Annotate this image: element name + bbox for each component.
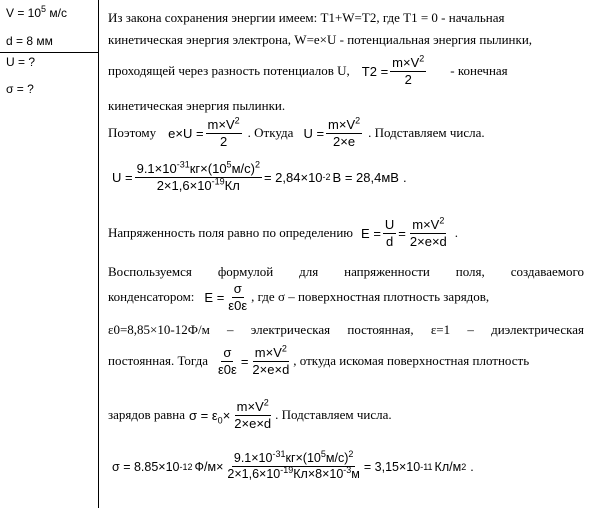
paragraph-field-definition xyxy=(108,215,459,249)
p3-end: . xyxy=(454,225,459,241)
p4-line2 xyxy=(108,282,584,312)
given-velocity xyxy=(6,6,67,20)
calc1-result-b: В = 28,4мВ xyxy=(332,169,399,185)
eq2-lhs: U = xyxy=(303,125,325,141)
p4-s-lhs xyxy=(189,407,231,426)
p4-t2-num-exp: 2 xyxy=(281,343,287,354)
t2-numerator xyxy=(390,53,426,72)
t2-num-exp: 2 xyxy=(419,53,425,64)
calc1-denominator xyxy=(155,178,242,193)
given-velocity-unit: м/с xyxy=(46,6,67,20)
calc2-den-b-exp: -3 xyxy=(343,464,352,475)
p3-f2-denominator: 2×e×d xyxy=(409,233,447,249)
p3-text: Напряженность поля равно по определению xyxy=(108,225,354,241)
p4-s-sub: 0 xyxy=(217,415,223,426)
eq2-fraction xyxy=(326,115,362,149)
eq1-numerator xyxy=(206,115,242,134)
p4-line5 xyxy=(108,397,392,431)
p3-f2-num-exp: 2 xyxy=(439,215,445,226)
calc1-den-b: Кл xyxy=(224,177,240,193)
t2-denominator: 2 xyxy=(404,71,412,87)
calc2-num-a-exp: -31 xyxy=(272,448,286,459)
p3-fraction-2 xyxy=(408,215,449,249)
calc2-num-c-exp: 2 xyxy=(348,448,354,459)
eq1-lhs: e×U = xyxy=(168,125,204,141)
paragraph-energy-conservation xyxy=(108,10,588,48)
p1-line4: кинетическая энергия пылинки. xyxy=(108,98,286,113)
p4-line4-lead: постоянная. Тогда xyxy=(108,353,208,369)
p4-s-fraction xyxy=(232,397,273,431)
p3-lhs: E = xyxy=(361,225,381,241)
calc1-result-a: = 2,84×10 xyxy=(263,169,323,185)
p4-line2-lead: конденсатором: xyxy=(108,289,195,305)
calc2-den-c: м xyxy=(351,467,360,482)
calc1-num-a: 9.1×10 xyxy=(136,161,177,176)
calc1-num-c-exp: 2 xyxy=(254,159,260,170)
p1-line3-text: проходящей через разность потенциалов U, xyxy=(108,63,350,79)
p4-s-lhs-text: σ = ε xyxy=(189,407,218,423)
calc1-fraction xyxy=(135,159,262,193)
p2-tail: . Подставляем числа. xyxy=(368,125,485,141)
divider-vertical xyxy=(98,0,99,508)
p4-s-num-text: m×V xyxy=(236,399,264,414)
calc1-end: . xyxy=(402,169,407,185)
calc2-num-b: кг×(10 xyxy=(285,451,321,465)
p4-line5-lead: зарядов равна xyxy=(108,407,186,423)
p4-e-fraction xyxy=(226,282,249,312)
paragraph-therefore xyxy=(108,115,485,149)
p3-f1-numerator: U xyxy=(384,217,395,232)
p2-mid: . Откуда xyxy=(247,125,294,141)
calc1-den-a-exp: -19 xyxy=(211,176,225,187)
unknown-voltage: U = ? xyxy=(6,55,36,69)
p4-t2-numerator xyxy=(253,343,289,362)
calc2-num-a: 9.1×10 xyxy=(233,451,273,465)
calc2-den-a: 2×1,6×10 xyxy=(227,467,281,482)
calc1-num-a-exp: -31 xyxy=(176,159,190,170)
calculation-sigma: σ = 8.85×10 -12 Ф/м× $\frac{9.1\times 10^{-31}кг\times(10^5м/с)^2}{2\times 1,6\times 10^{-19}Кл\times 8\times 10^{-3}м}$ = 3,15×10 -11 Кл/м 2 . xyxy=(112,448,474,482)
eq1-num-text: m×V xyxy=(207,117,235,132)
p4-line5-tail: . Подставляем числа. xyxy=(275,407,392,423)
calculation-voltage: U = $\frac{9.1\times 10^{-31}кг\times(10^5м/с)^2}{2\times 1,6\times 10^{-19}Кл}$ = 2,84×10 -2 В = 28,4мВ . xyxy=(112,159,407,193)
p4-line4-tail: , откуда искомая поверхностная плотность xyxy=(293,353,530,369)
p4-line3: ε0=8,85×10-12Ф/м – электрическая постоянная, ε=1 – диэлектрическая xyxy=(108,322,584,337)
calc1-num-b: кг×(10 xyxy=(189,161,227,176)
p3-f1-denominator: d xyxy=(385,233,394,249)
calc1-num-b-exp: 5 xyxy=(226,159,232,170)
unknown-sigma: σ = ? xyxy=(6,82,34,96)
eq1-fraction xyxy=(206,115,242,149)
calc2-denominator xyxy=(225,464,362,482)
p4-t-eq: = xyxy=(240,353,249,369)
calc1-num-c: м/с) xyxy=(231,161,255,176)
p4-s-num-exp: 2 xyxy=(263,397,269,408)
eq2-denominator: 2×e xyxy=(333,133,356,149)
calc2-numerator xyxy=(232,448,356,467)
calc2-result-a: = 3,15×10 xyxy=(363,459,421,474)
p4-line1: Воспользуемся формулой для напряженности поля, создаваемого xyxy=(108,264,584,279)
p4-s-denominator: 2×e×d xyxy=(234,415,272,431)
p4-line4 xyxy=(108,343,584,377)
calc2-lhs-b: Ф/м× xyxy=(194,459,224,474)
calc2-end: . xyxy=(470,459,474,474)
p4-e-denominator: ε0ε xyxy=(228,297,248,313)
calc2-fraction xyxy=(225,448,362,482)
p4-t2-denominator: 2×e×d xyxy=(252,361,290,377)
calc2-result-b: Кл/м xyxy=(434,459,462,474)
p4-e-numerator: σ xyxy=(233,281,242,296)
given-velocity-exp: 5 xyxy=(41,4,47,14)
p1-line2: кинетическая энергия электрона, W=e×U - потенциальная энергия пылинки, xyxy=(108,32,533,47)
calc2-lhs: σ = 8.85×10 xyxy=(112,459,180,474)
given-separator xyxy=(0,52,98,53)
given-distance: d = 8 мм xyxy=(6,34,53,48)
eq2-numerator xyxy=(326,115,362,134)
p1-line3 xyxy=(108,53,588,87)
calc2-den-b: Кл×8×10 xyxy=(293,467,344,482)
p4-t2-num-text: m×V xyxy=(254,345,282,360)
p1-line3-tail: - конечная xyxy=(450,63,508,79)
p4-t-numerator: σ xyxy=(223,345,232,360)
calc1-den-a: 2×1,6×10 xyxy=(156,177,212,193)
p4-t2-fraction xyxy=(250,343,291,377)
calc1-numerator xyxy=(135,159,262,178)
p4-s-times: × xyxy=(222,407,231,423)
t2-num-text: m×V xyxy=(392,55,420,70)
p4-s-numerator xyxy=(235,397,271,416)
calc2-num-b-exp: 5 xyxy=(320,448,326,459)
calc2-den-a-exp: -19 xyxy=(280,464,294,475)
p4-t-denominator: ε0ε xyxy=(218,361,237,377)
p4-e-lhs: E = xyxy=(204,289,225,305)
t2-label: T2 = xyxy=(361,63,389,79)
p2-lead: Поэтому xyxy=(108,125,157,141)
calc1-lhs: U = xyxy=(112,169,133,185)
p3-f2-numerator xyxy=(410,215,446,234)
p4-line2-tail: , где σ – поверхностная плотность зарядов, xyxy=(251,289,490,305)
p3-f2-num-text: m×V xyxy=(412,217,440,232)
eq1-num-exp: 2 xyxy=(234,115,240,126)
t2-fraction xyxy=(390,53,426,87)
eq2-num-text: m×V xyxy=(328,117,356,132)
p1-line1: Из закона сохранения энергии имеем: T1+W=T2, где T1 = 0 - начальная xyxy=(108,10,505,25)
eq2-num-exp: 2 xyxy=(355,115,361,126)
p4-t-fraction xyxy=(216,346,239,376)
eq1-denominator: 2 xyxy=(219,133,228,149)
p3-fraction-1 xyxy=(383,218,396,248)
calc2-num-c: м/с) xyxy=(325,451,349,465)
p3-eq: = xyxy=(398,225,406,241)
given-velocity-text: V = 10 xyxy=(6,6,42,20)
